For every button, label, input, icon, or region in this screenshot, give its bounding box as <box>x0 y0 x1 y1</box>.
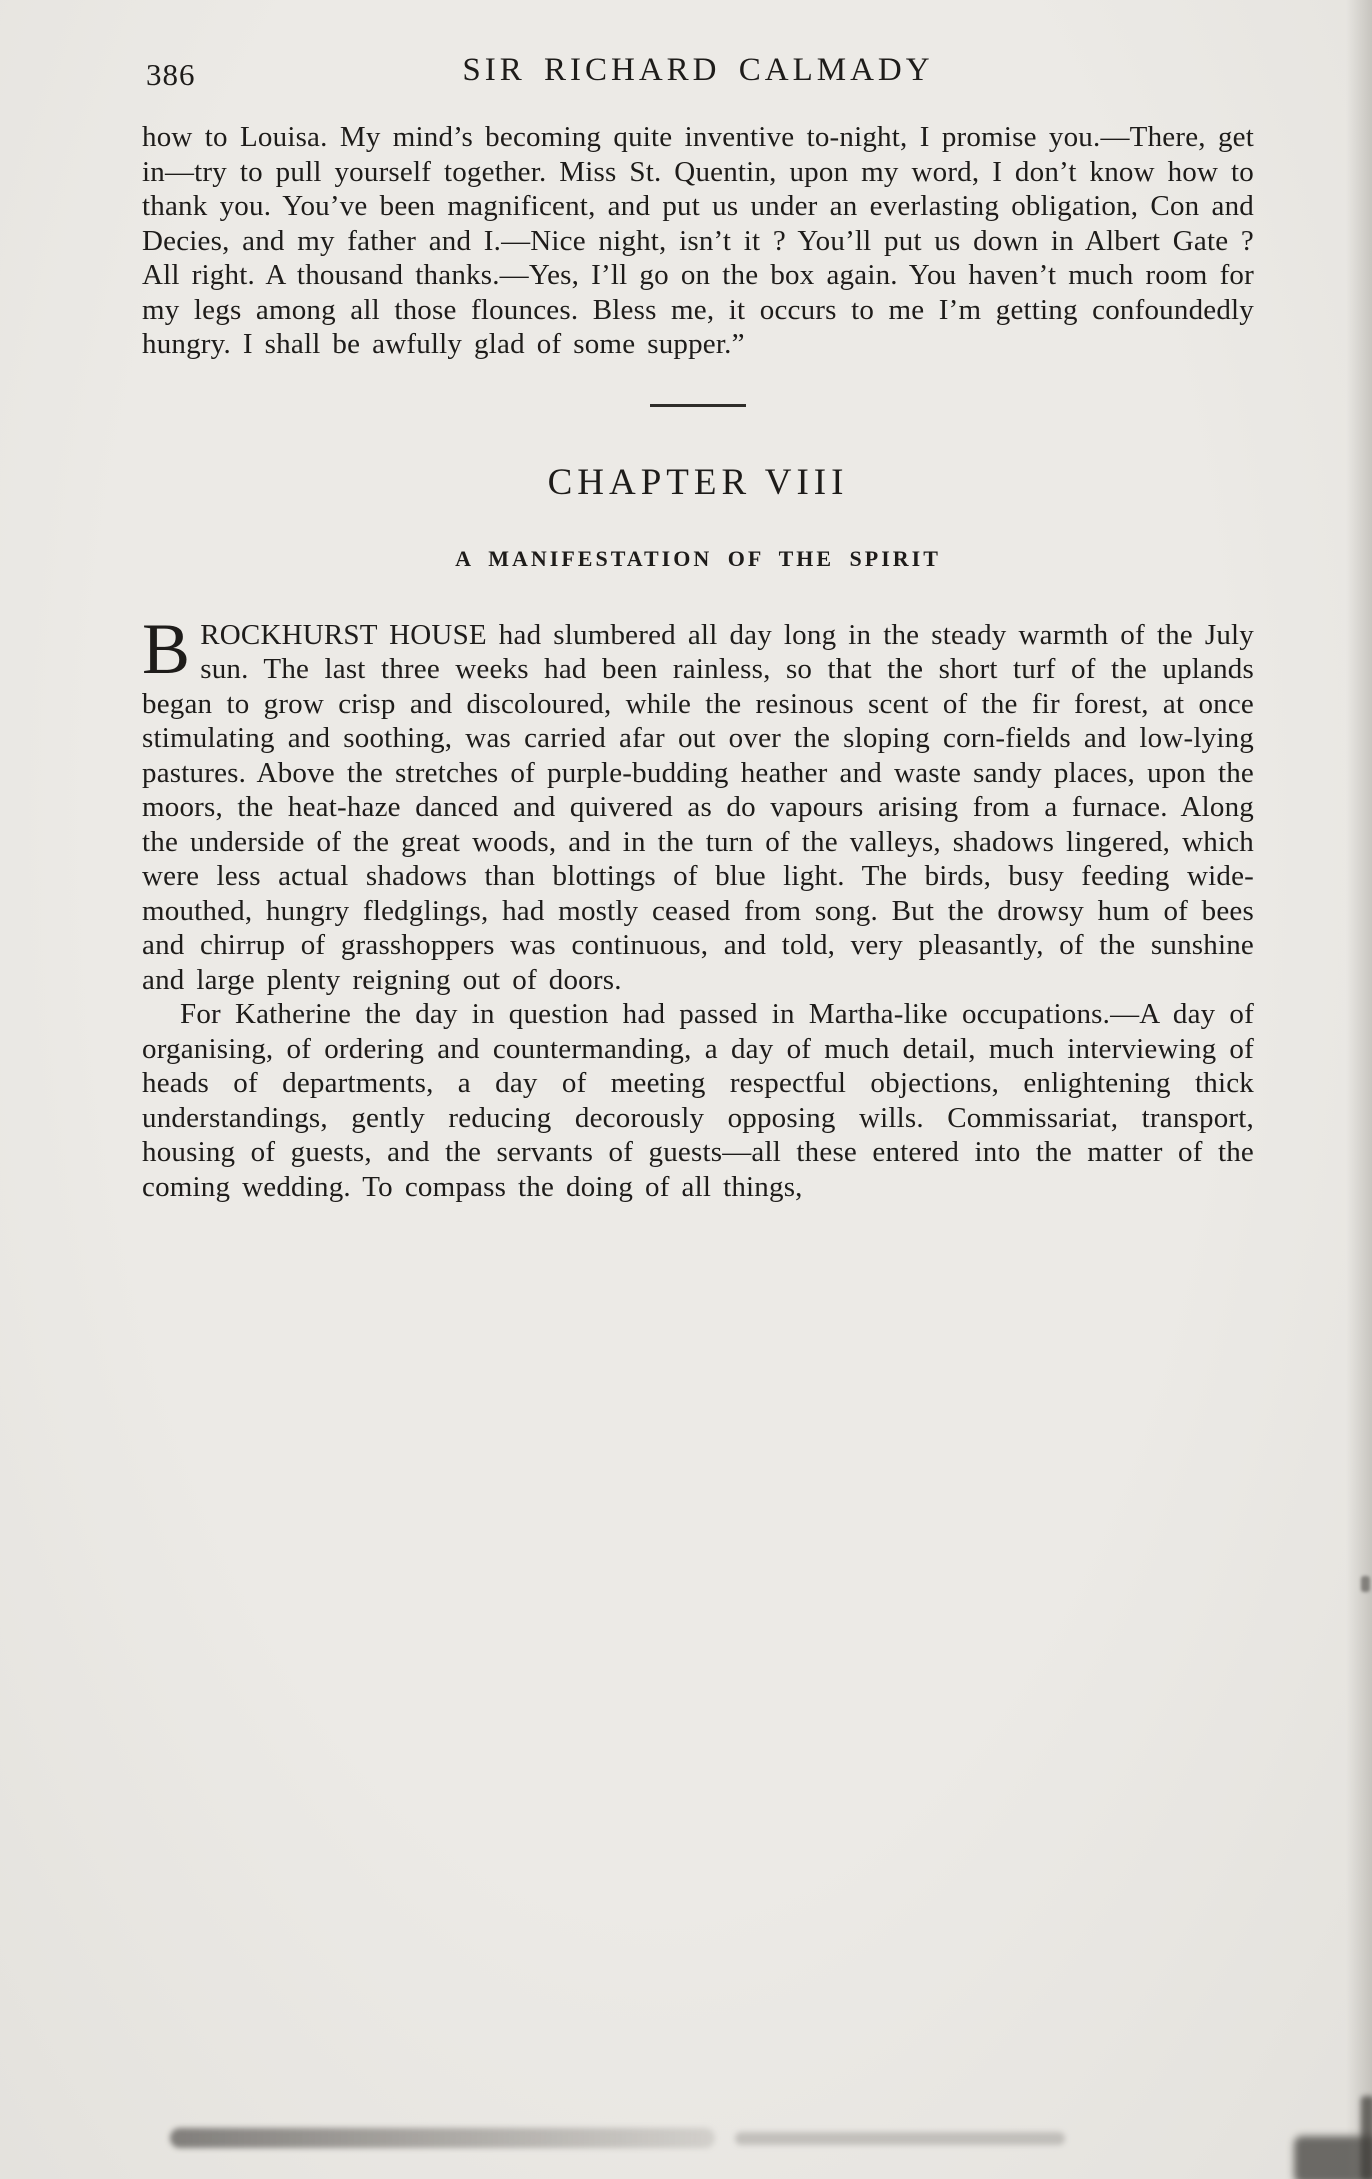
running-title: SIR RICHARD CALMADY <box>462 52 934 88</box>
paragraph-continuation: how to Louisa. My mind’s becoming quite inventive to-night, I promise you.—There, get in—try to pull yourself together. Miss St. Quentin, upon my word, I don’t know how to thank you. You’ve been magnificent, and put us under an everlasting obligation, Con and Decies, and my father and I.—Nice night, isn’t it ? You’ll put us down in Albert Gate ? All right. A thousand thanks.—Yes, I’ll go on the box again. You haven’t much room for my legs among all those flounces. Bless me, it occurs to me I’m getting confoundedly hungry. I shall be awfully glad of some supper.” <box>142 121 1254 360</box>
scan-edge-dot-artifact <box>1361 1576 1370 1592</box>
page-edge-shading <box>1346 0 1372 2179</box>
scan-smudge-artifact-faint <box>735 2132 1065 2145</box>
dropcap-letter: B <box>142 608 191 689</box>
page-header <box>142 52 1254 100</box>
chapter-subtitle: A MANIFESTATION OF THE SPIRIT <box>455 545 941 571</box>
paragraph-second: For Katherine the day in question had passed in Martha-like occupations.—A day of organising, of ordering and countermanding, a day of much detail, much interviewing of heads of departments, a day of meeting respectful objections, enlightening thick understandings, gently reducing decorously opposing wills. Commissariat, transport, housing of guests, and the servants of guests—all these entered into the matter of the coming wedding. To compass the doing of all things, <box>142 998 1254 1203</box>
scan-edge-mark-artifact <box>1361 2096 1372 2179</box>
chapter-heading: CHAPTER VIII <box>547 461 849 503</box>
paragraph-opening-text: ROCKHURST HOUSE had slumbered all day long in the steady warmth of the July sun. The last three weeks had been rainless, so that the short turf of the uplands began to grow crisp and discoloured, while the resinous scent of the fir forest, at once stimulating and soothing, was carried afar out over the sloping corn-fields and low-lying pastures. Above the stretches of purple-budding heather and waste sandy places, upon the moors, the heat-haze danced and quivered as do vapours arising from a furnace. Along the underside of the great woods, and in the turn of the valleys, shadows lingered, which were less actual shadows than blottings of blue light. The birds, busy feeding wide-mouthed, hungry fledglings, had mostly ceased from song. But the drowsy hum of bees and chirrup of grasshoppers was continuous, and told, very pleasantly, of the sunshine and large plenty reigning out of doors. <box>142 618 1254 996</box>
scan-smudge-artifact <box>170 2128 715 2148</box>
page-number: 386 <box>146 57 196 92</box>
text-block <box>142 120 1254 1204</box>
section-divider-rule <box>650 404 746 407</box>
paragraph-opening <box>142 608 1254 998</box>
